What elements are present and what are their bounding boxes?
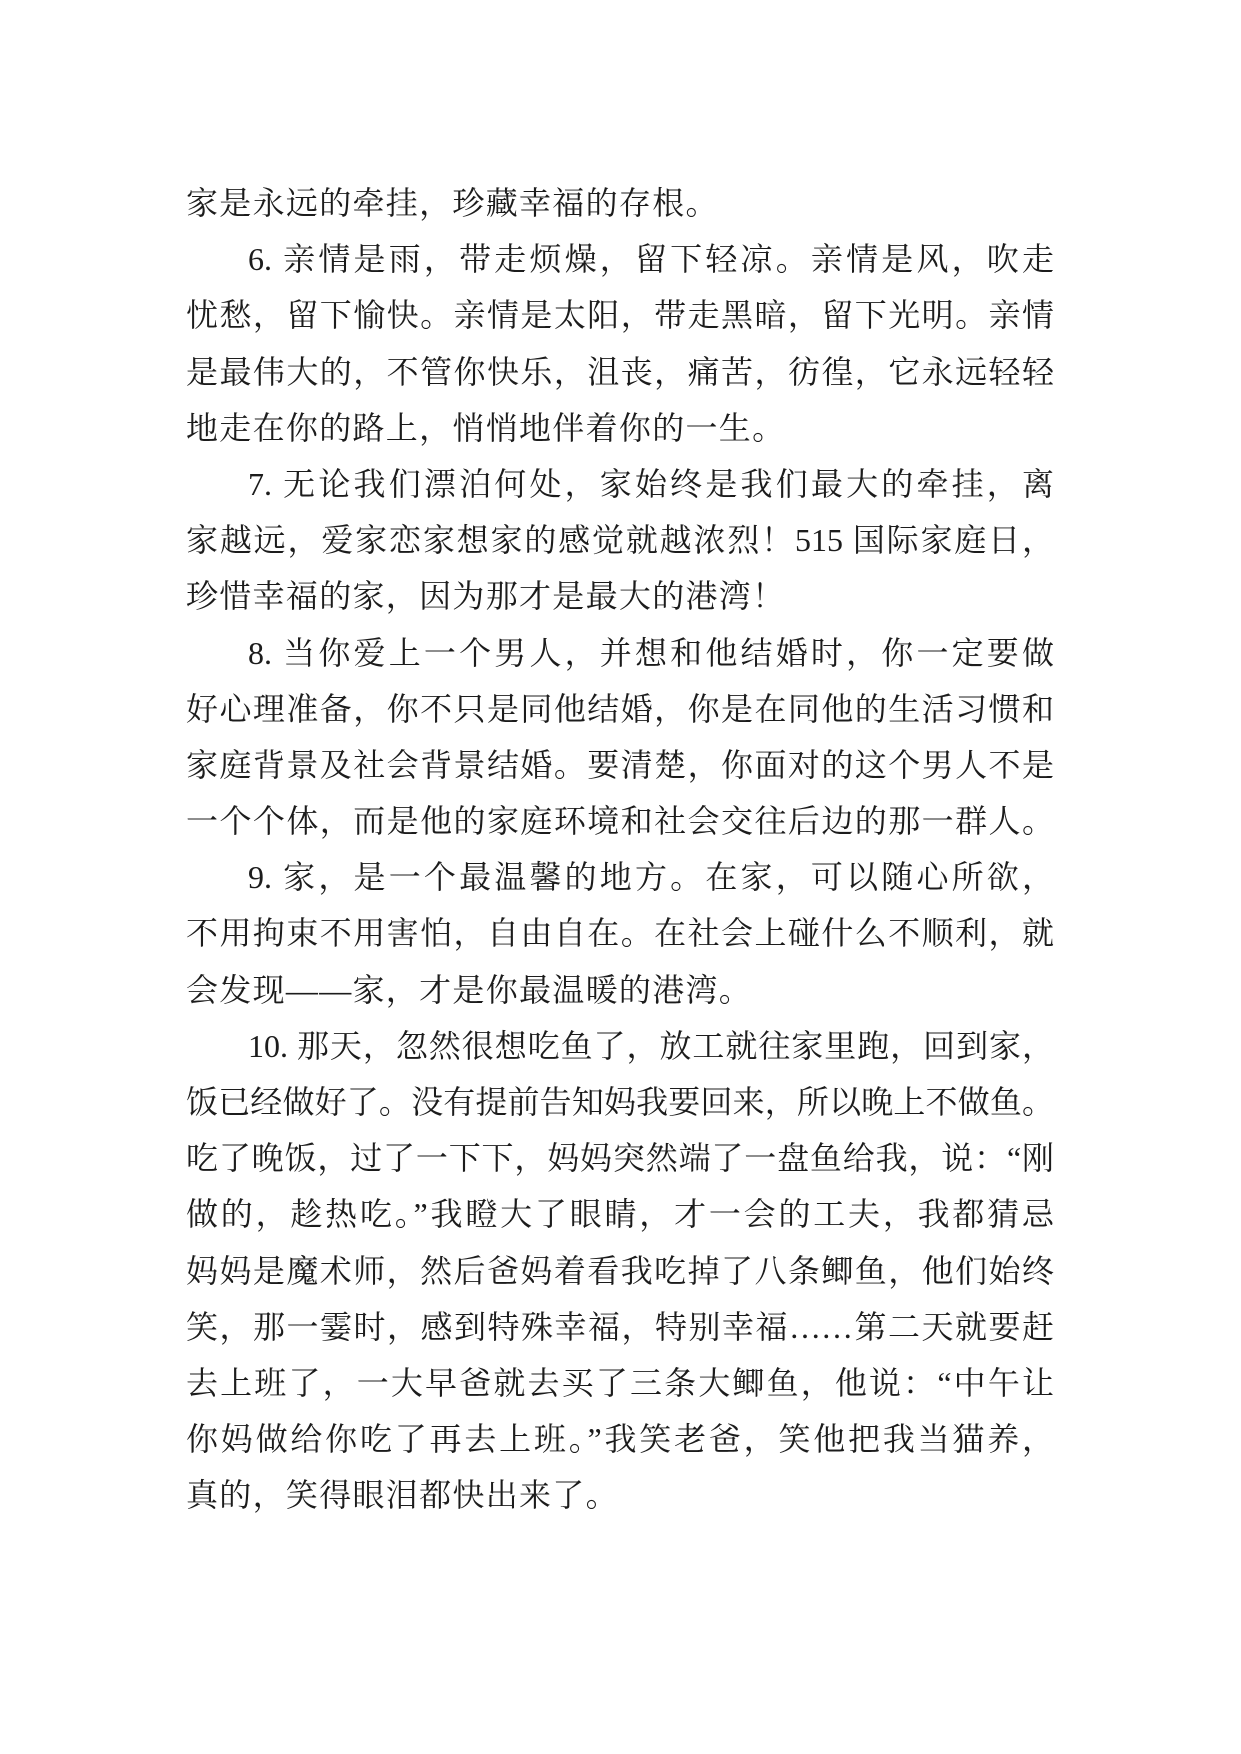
text-line: 妈妈是魔术师，然后爸妈着看我吃掉了八条鲫鱼，他们始终 (186, 1252, 1054, 1289)
text-line: 家庭背景及社会背景结婚。要清楚，你面对的这个男人不是 (186, 746, 1054, 783)
paragraph-item-8 (186, 625, 1054, 850)
paragraph-continued (186, 175, 1054, 231)
text-line: 不用拘束不用害怕，自由自在。在社会上碰什么不顺利，就 (186, 915, 1054, 952)
text-line: 做的，趁热吃。”我瞪大了眼睛，才一会的工夫，我都猜忌 (186, 1196, 1054, 1233)
text-line: 8. 当你爱上一个男人，并想和他结婚时，你一定要做 (248, 634, 1054, 671)
text-line: 饭已经做好了。没有提前告知妈我要回来，所以晚上不做鱼。 (186, 1084, 1054, 1120)
paragraph-item-6 (186, 231, 1054, 456)
text-line: 是最伟大的，不管你快乐，沮丧，痛苦，彷徨，它永远轻轻 (186, 353, 1054, 390)
text-line: 10. 那天，忽然很想吃鱼了，放工就往家里跑，回到家， (248, 1027, 1054, 1064)
paragraph-item-7 (186, 456, 1054, 625)
text-line: 一个个体，而是他的家庭环境和社会交往后边的那一群人。 (186, 803, 1054, 840)
text-line: 地走在你的路上，悄悄地伴着你的一生。 (186, 409, 786, 446)
text-line: 真的，笑得眼泪都快出来了。 (186, 1477, 619, 1514)
text-line: 会发现——家，才是你最温暖的港湾。 (186, 971, 753, 1008)
text-line: 忧愁，留下愉快。亲情是太阳，带走黑暗，留下光明。亲情 (186, 297, 1054, 334)
text-line: 6. 亲情是雨，带走烦燥，留下轻凉。亲情是风，吹走 (248, 241, 1054, 278)
paragraph-item-9 (186, 849, 1054, 1018)
text-line: 你妈做给你吃了再去上班。”我笑老爸，笑他把我当猫养， (186, 1421, 1054, 1458)
text-line: 家是永远的牵挂，珍藏幸福的存根。 (186, 185, 719, 221)
document-page (186, 175, 1054, 1524)
text-line: 珍惜幸福的家，因为那才是最大的港湾！ (186, 578, 786, 615)
text-line: 笑，那一霎时，感到特殊幸福，特别幸福……第二天就要赶 (186, 1308, 1054, 1345)
text-line: 家越远，爱家恋家想家的感觉就越浓烈！515 国际家庭日， (186, 522, 1054, 559)
paragraph-item-10 (186, 1018, 1054, 1524)
text-line: 去上班了，一大早爸就去买了三条大鲫鱼，他说：“中午让 (186, 1364, 1054, 1401)
text-line: 9. 家，是一个最温馨的地方。在家，可以随心所欲， (248, 859, 1054, 896)
text-line: 好心理准备，你不只是同他结婚，你是在同他的生活习惯和 (186, 690, 1054, 727)
text-line: 7. 无论我们漂泊何处，家始终是我们最大的牵挂，离 (248, 465, 1054, 502)
text-line: 吃了晚饭，过了一下下，妈妈突然端了一盘鱼给我，说：“刚 (186, 1140, 1054, 1177)
